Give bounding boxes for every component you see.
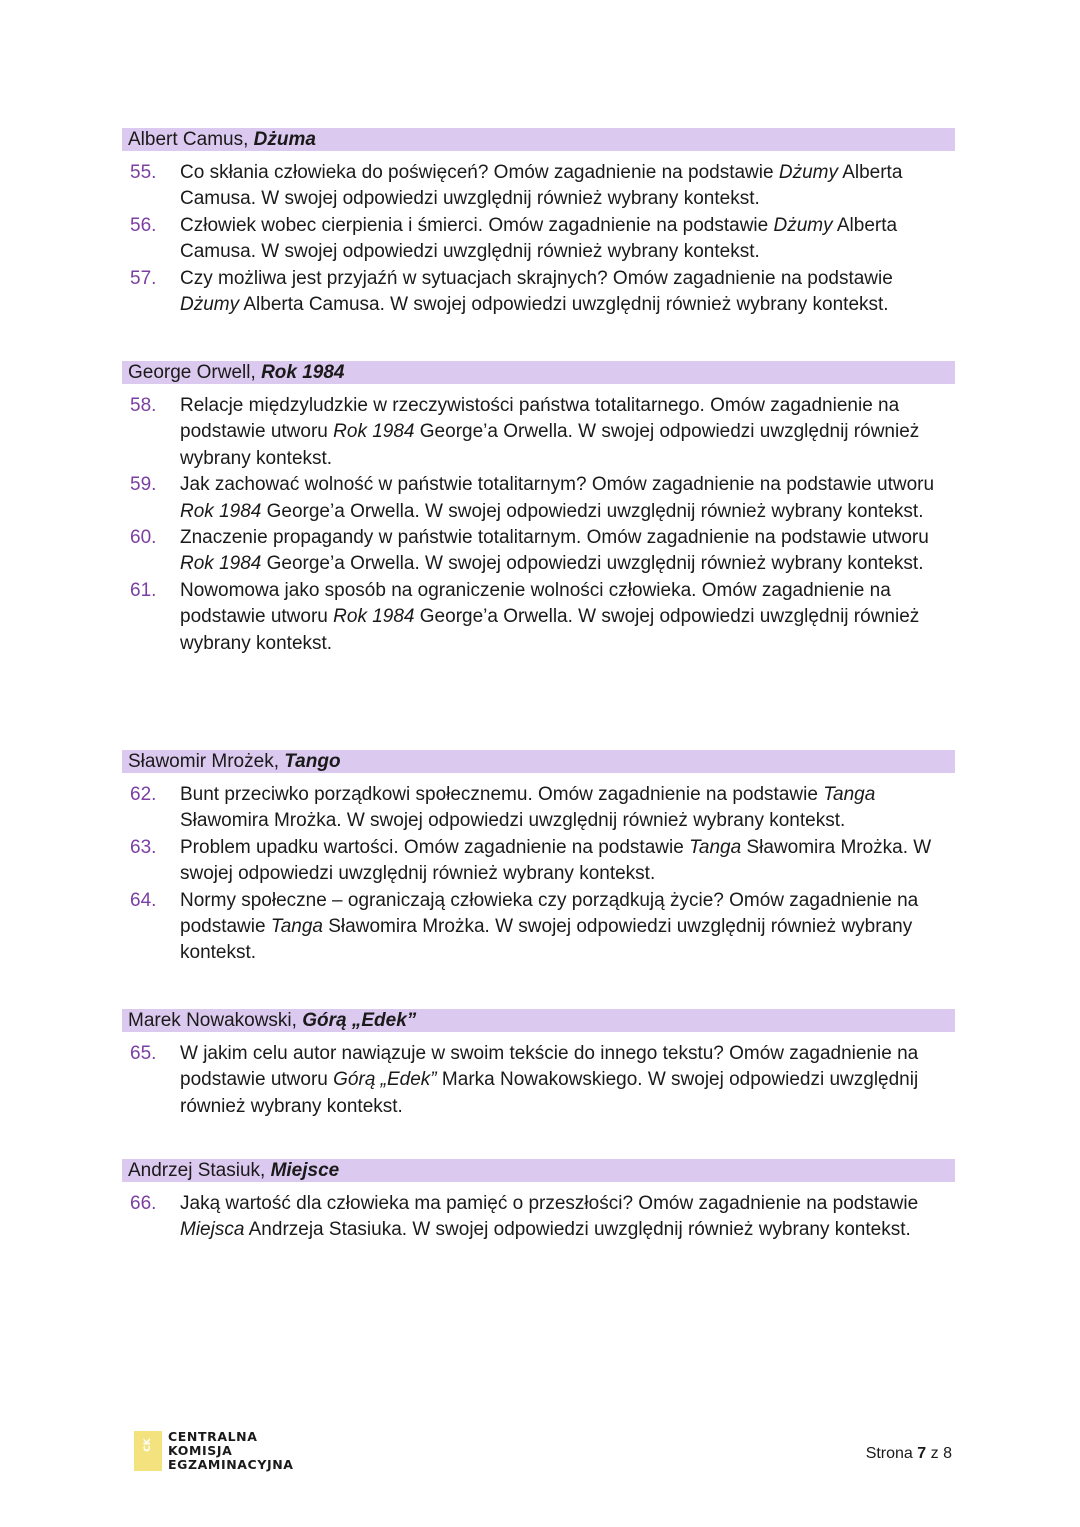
page-number: Strona 7 z 8	[865, 1445, 952, 1462]
question-item	[122, 525, 955, 578]
section-header	[122, 750, 955, 773]
question-item	[122, 1191, 955, 1244]
work-title: Rok 1984	[261, 362, 345, 383]
question-number: 57.	[130, 267, 157, 289]
question-number: 56.	[130, 214, 157, 236]
question-number: 62.	[130, 784, 157, 805]
question-item	[122, 160, 955, 213]
question-text: Normy społeczne – ograniczają człowieka czy porządkują życie? Omów zagadnienie na podstawie Tanga Sławomira Mrożka. W swojej odpowiedzi uwzględnij również wybrany kontekst.	[180, 889, 919, 964]
question-item	[122, 472, 955, 525]
section-mrozek	[122, 750, 955, 967]
question-text: Co skłania człowieka do poświęceń? Omów zagadnienie na podstawie Dżumy Alberta Camusa. W swojej odpowiedzi uwzględnij również wybrany kontekst.	[180, 162, 903, 210]
question-number: 59.	[130, 474, 157, 496]
author: Andrzej Stasiuk,	[128, 1160, 266, 1181]
author: Sławomir Mrożek,	[128, 751, 279, 772]
question-list	[122, 1191, 955, 1244]
section-camus	[122, 128, 955, 318]
question-text: Znaczenie propagandy w państwie totalitarnym. Omów zagadnienie na podstawie utworu Rok 1984 George’a Orwella. W swojej odpowiedzi uwzględnij również wybrany kontekst.	[180, 527, 929, 575]
work-title: Tango	[284, 751, 341, 772]
author: George Orwell,	[128, 362, 256, 383]
question-item	[122, 393, 955, 472]
question-list	[122, 160, 955, 318]
author: Marek Nowakowski,	[128, 1010, 297, 1031]
question-text: Relacje międzyludzkie w rzeczywistości państwa totalitarnego. Omów zagadnienie na podstawie utworu Rok 1984 George’a Orwella. W swojej odpowiedzi uwzględnij również wybrany kontekst.	[180, 395, 920, 469]
question-text: Czy możliwa jest przyjaźń w sytuacjach skrajnych? Omów zagadnienie na podstawie Dżumy Alberta Camusa. W swojej odpowiedzi uwzględnij również wybrany kontekst.	[180, 267, 893, 316]
question-item	[122, 578, 955, 657]
logo-mark: CK	[134, 1431, 162, 1471]
question-text: Bunt przeciwko porządkowi społecznemu. Omów zagadnienie na podstawie Tanga Sławomira Mrożka. W swojej odpowiedzi uwzględnij również wybrany kontekst.	[180, 784, 876, 832]
section-stasiuk	[122, 1159, 955, 1244]
question-list	[122, 393, 955, 657]
question-text: Jaką wartość dla człowieka ma pamięć o przeszłości? Omów zagadnienie na podstawie Miejsca Andrzeja Stasiuka. W swojej odpowiedzi uwzględnij również wybrany kontekst.	[180, 1193, 919, 1241]
section-header	[122, 361, 955, 384]
question-number: 55.	[130, 162, 157, 183]
logo-text: CENTRALNA KOMISJA EGZAMINACYJNA	[168, 1429, 294, 1472]
question-number: 61.	[130, 579, 157, 601]
question-item	[122, 888, 955, 967]
section-header	[122, 1159, 955, 1182]
question-list	[122, 782, 955, 967]
question-text: W jakim celu autor nawiązuje w swoim tekście do innego tekstu? Omów zagadnienie na podstawie utworu Górą „Edek” Marka Nowakowskiego. W swojej odpowiedzi uwzględnij również wybrany kontekst.	[180, 1043, 919, 1117]
work-title: Górą „Edek”	[302, 1010, 417, 1031]
section-header	[122, 1009, 955, 1032]
question-number: 58.	[130, 395, 157, 416]
section-orwell	[122, 361, 955, 657]
section-header	[122, 128, 955, 151]
question-text: Problem upadku wartości. Omów zagadnienie na podstawie Tanga Sławomira Mrożka. W swojej odpowiedzi uwzględnij również wybrany kontekst.	[180, 836, 932, 885]
cke-logo	[134, 1430, 294, 1472]
question-list	[122, 1041, 955, 1120]
work-title: Dżuma	[253, 129, 316, 150]
question-number: 64.	[130, 889, 157, 911]
author: Albert Camus,	[128, 129, 249, 150]
question-text: Jak zachować wolność w państwie totalitarnym? Omów zagadnienie na podstawie utworu Rok 1984 George’a Orwella. W swojej odpowiedzi uwzględnij również wybrany kontekst.	[180, 474, 935, 522]
question-item	[122, 213, 955, 266]
question-item	[122, 266, 955, 319]
question-text: Człowiek wobec cierpienia i śmierci. Omów zagadnienie na podstawie Dżumy Alberta Camusa. W swojej odpowiedzi uwzględnij również wybrany kontekst.	[180, 214, 898, 263]
question-item	[122, 835, 955, 888]
section-nowakowski	[122, 1009, 955, 1120]
question-number: 66.	[130, 1193, 157, 1214]
question-item	[122, 1041, 955, 1120]
question-number: 63.	[130, 836, 157, 858]
question-number: 60.	[130, 527, 157, 549]
work-title: Miejsce	[270, 1160, 340, 1181]
question-number: 65.	[130, 1043, 157, 1064]
question-text: Nowomowa jako sposób na ograniczenie wolności człowieka. Omów zagadnienie na podstawie utworu Rok 1984 George’a Orwella. W swojej odpowiedzi uwzględnij również wybrany kontekst.	[180, 579, 920, 654]
question-item	[122, 782, 955, 835]
